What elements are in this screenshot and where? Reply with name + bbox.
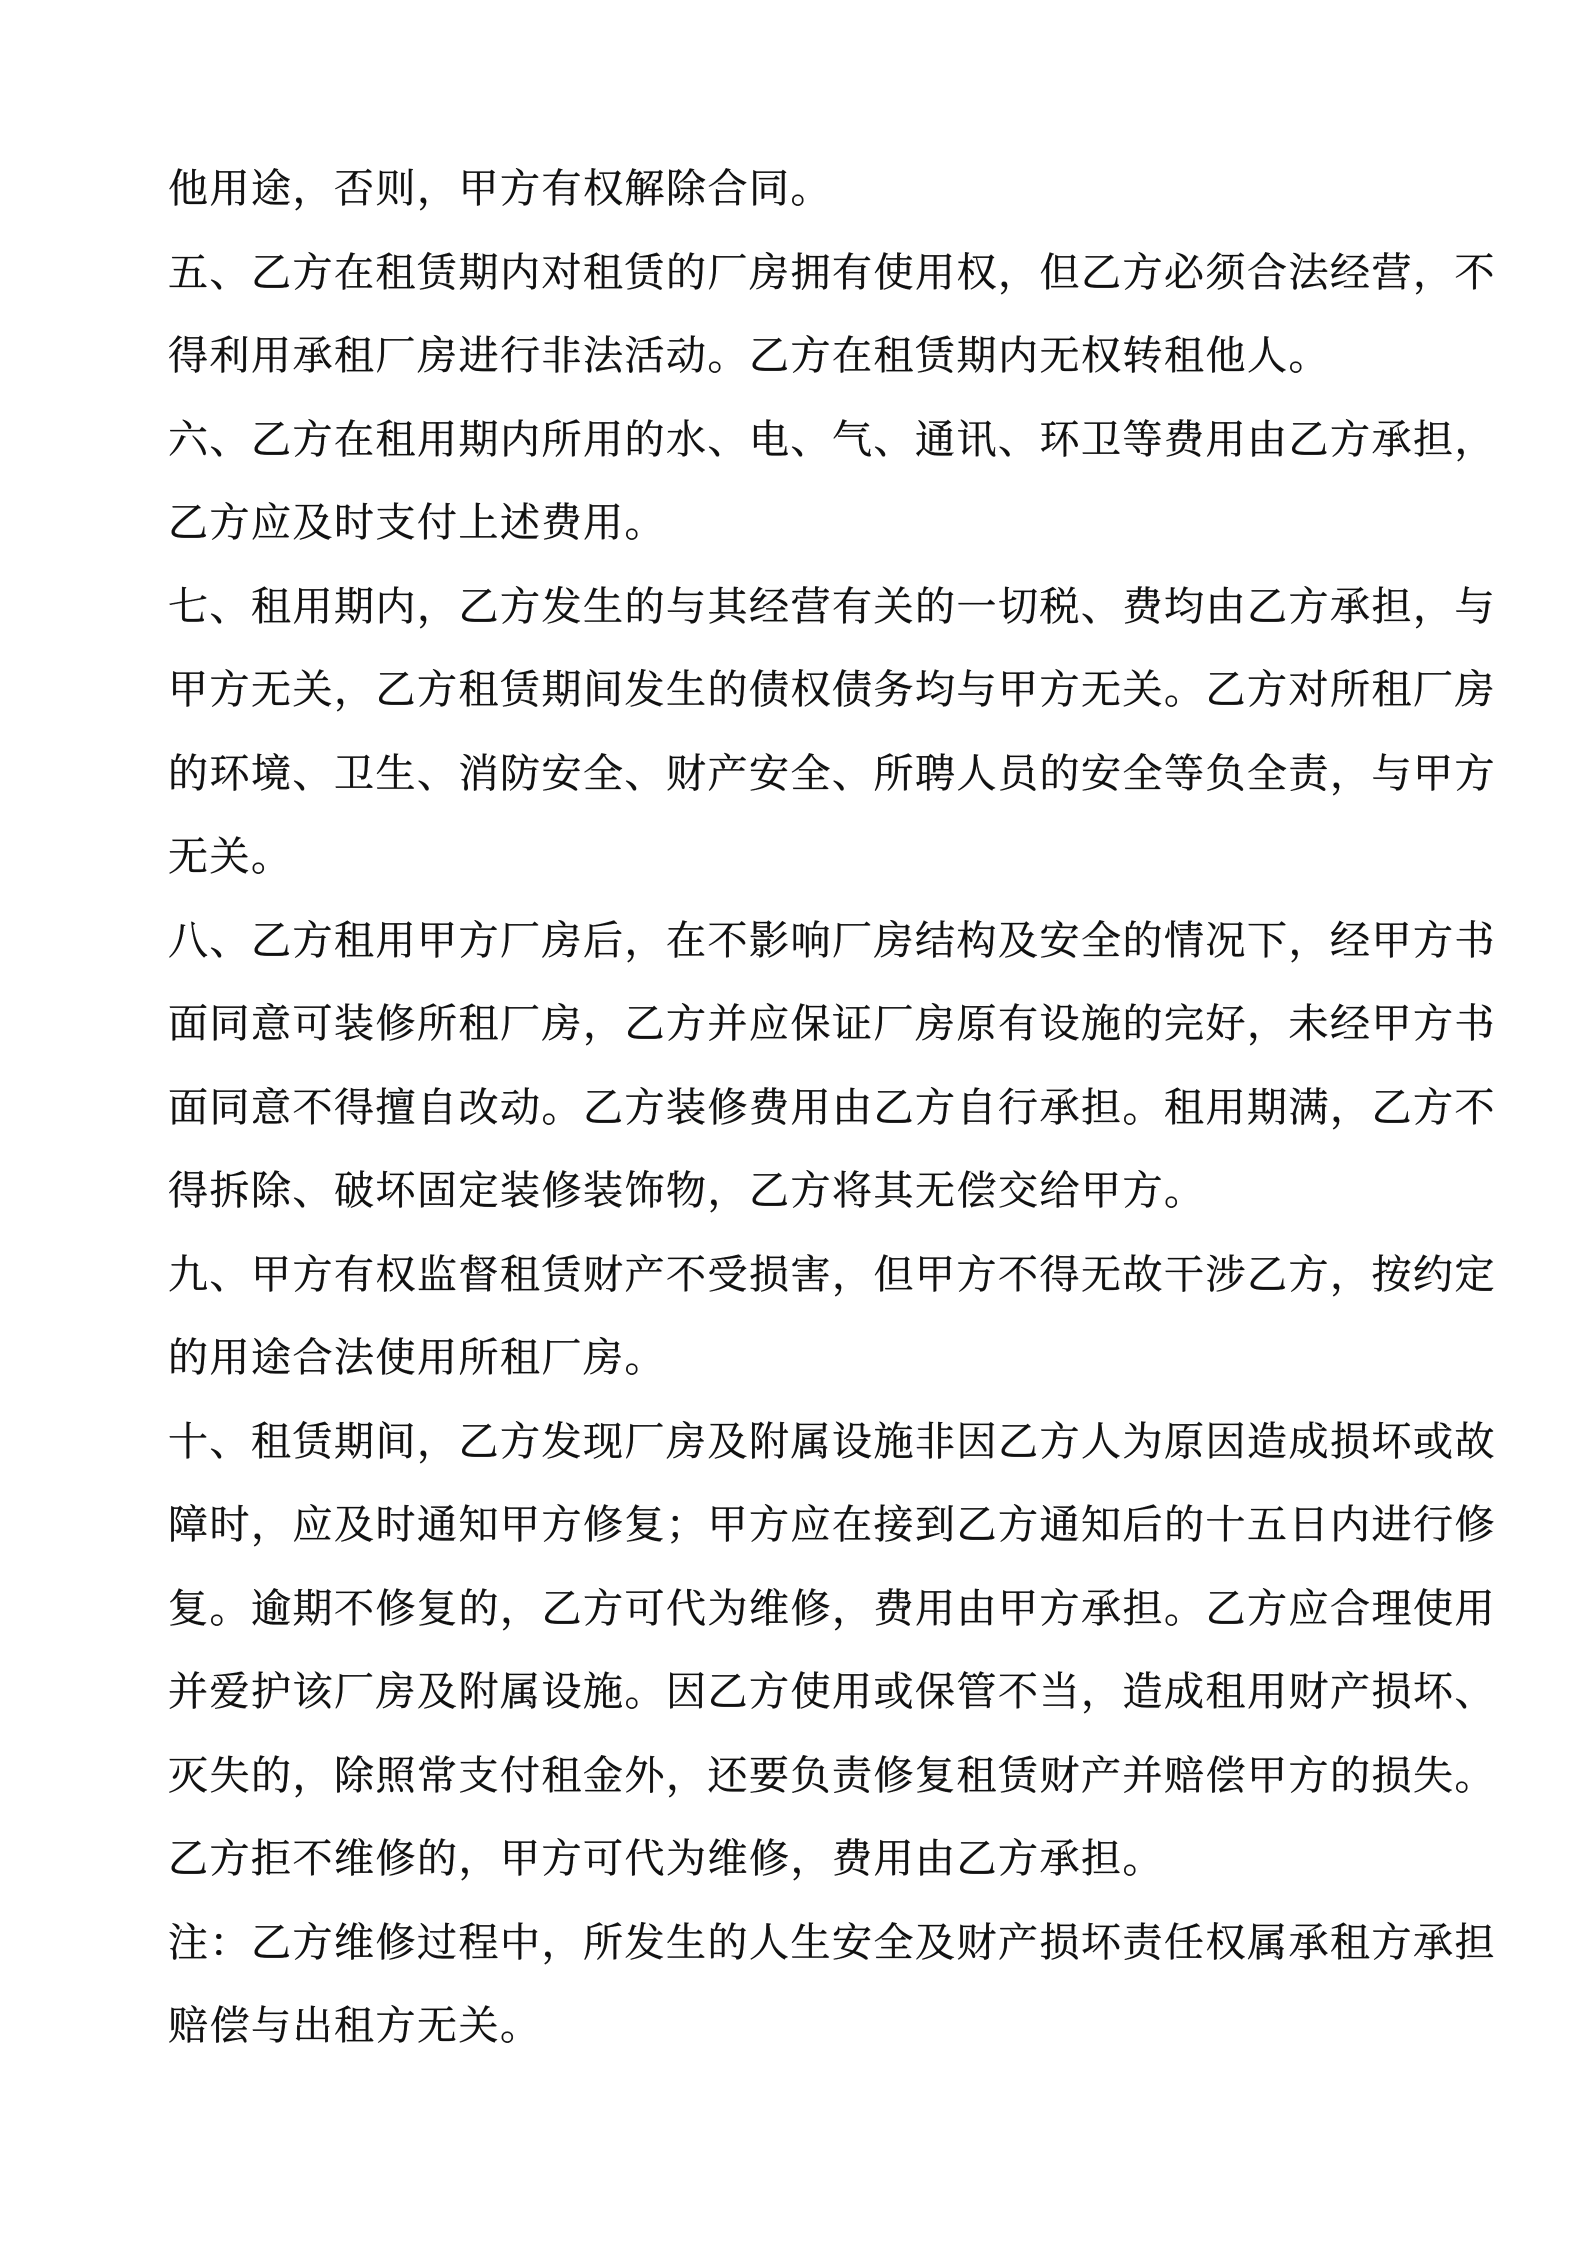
- text-line: 灭失的，除照常支付租金外，还要负责修复租赁财产并赔偿甲方的损失。: [168, 1752, 1496, 1799]
- text-line: 六、乙方在租用期内所用的水、电、气、通讯、环卫等费用由乙方承担，: [168, 416, 1496, 463]
- text-line: 得利用承租厂房进行非法活动。乙方在租赁期内无权转租他人。: [168, 333, 1330, 379]
- text-line: 的环境、卫生、消防安全、财产安全、所聘人员的安全等负全责，与甲方: [168, 750, 1496, 797]
- text-line: 复。逾期不修复的，乙方可代为维修，费用由甲方承担。乙方应合理使用: [168, 1585, 1496, 1632]
- text-line: 面同意可装修所租厂房，乙方并应保证厂房原有设施的完好，未经甲方书: [168, 1001, 1496, 1047]
- text-line: 五、乙方在租赁期内对租赁的厂房拥有使用权，但乙方必须合法经营，不: [168, 249, 1496, 296]
- text-line: 九、甲方有权监督租赁财产不受损害，但甲方不得无故干涉乙方，按约定: [168, 1251, 1496, 1298]
- text-line: 面同意不得擅自改动。乙方装修费用由乙方自行承担。租用期满，乙方不: [168, 1084, 1496, 1131]
- text-line: 得拆除、破坏固定装修装饰物，乙方将其无偿交给甲方。: [168, 1168, 1206, 1214]
- text-line: 甲方无关，乙方租赁期间发生的债权债务均与甲方无关。乙方对所租厂房: [168, 667, 1496, 713]
- text-line: 八、乙方租用甲方厂房后，在不影响厂房结构及安全的情况下，经甲方书: [168, 917, 1496, 964]
- text-line: 他用途，否则，甲方有权解除合同。: [168, 166, 832, 212]
- contract-page: [168, 148, 1496, 2069]
- text-line: 的用途合法使用所租厂房。: [168, 1335, 666, 1381]
- text-line: 乙方拒不维修的，甲方可代为维修，费用由乙方承担。: [168, 1836, 1164, 1882]
- text-line: 十、租赁期间，乙方发现厂房及附属设施非因乙方人为原因造成损坏或故: [168, 1418, 1496, 1465]
- text-line: 障时，应及时通知甲方修复；甲方应在接到乙方通知后的十五日内进行修: [168, 1502, 1496, 1548]
- text-line: 七、租用期内，乙方发生的与其经营有关的一切税、费均由乙方承担，与: [168, 583, 1496, 630]
- text-line: 并爱护该厂房及附属设施。因乙方使用或保管不当，造成租用财产损坏、: [168, 1669, 1496, 1715]
- text-line: 注：乙方维修过程中，所发生的人生安全及财产损坏责任权属承租方承担: [168, 1919, 1496, 1966]
- text-line: 乙方应及时支付上述费用。: [168, 500, 666, 546]
- text-line: 赔偿与出租方无关。: [168, 2003, 542, 2049]
- text-line: 无关。: [168, 834, 293, 880]
